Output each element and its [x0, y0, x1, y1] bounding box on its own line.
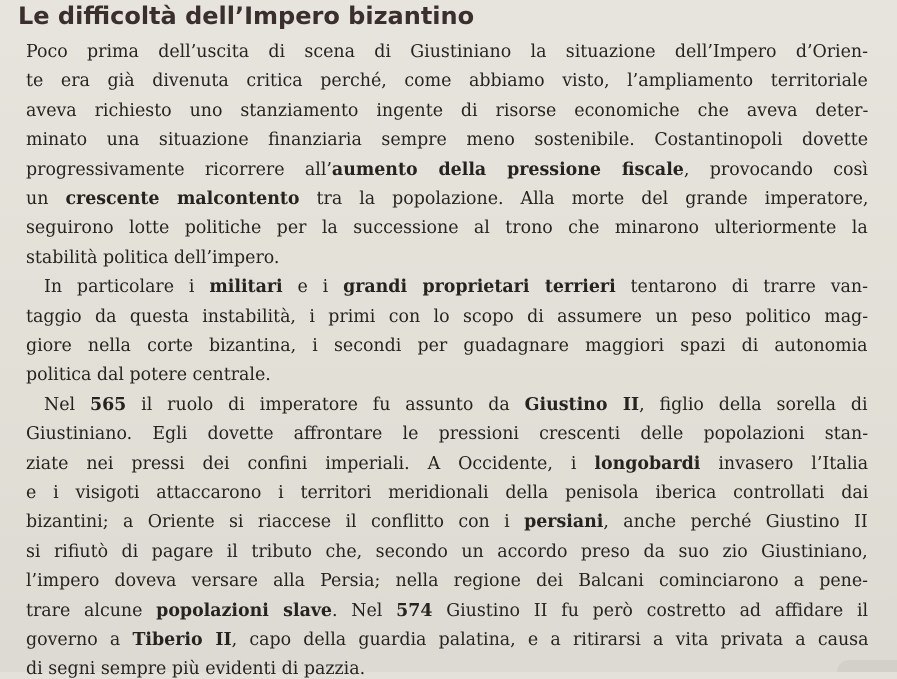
- text-line: [26, 159, 868, 180]
- bold-term: militari: [209, 277, 283, 298]
- text-segment: e i visigoti attaccarono i territori meridionali della penisola iberica controllati dai: [26, 483, 869, 503]
- text-line: [44, 279, 868, 296]
- bold-term: popolazioni slave: [156, 600, 333, 621]
- text-segment: Poco prima dell’uscita di scena di Giustiniano la situazione dell’Impero d’Orien-: [26, 42, 868, 62]
- text-line: [26, 661, 365, 678]
- text-segment: governo a: [26, 630, 133, 650]
- section-title: Le difficoltà dell’Impero bizantino: [18, 2, 475, 30]
- text-segment: l’impero doveva versare alla Persia; nella regione dei Balcani cominciarono a pene-: [26, 571, 869, 592]
- text-segment: tentarono di trarre van-: [615, 277, 868, 298]
- bold-term: 565: [89, 394, 127, 415]
- text-segment: trare alcune: [26, 600, 157, 621]
- text-line: [26, 306, 869, 327]
- text-line: [26, 247, 280, 268]
- text-segment: giore nella corte bizantina, i secondi per guadagnare maggiori spazi di autonomia: [26, 336, 868, 356]
- text-line: [26, 573, 868, 590]
- text-segment: un: [26, 189, 66, 209]
- text-segment: invasero l’Italia: [700, 453, 869, 474]
- text-line: [26, 600, 869, 621]
- text-segment: ziate nei pressi dei confini imperiali. A Occidente, i: [26, 453, 595, 474]
- text-line: [26, 44, 868, 61]
- text-segment: di segni sempre più evidenti di pazzia.: [26, 659, 366, 679]
- text-segment: , figlio della sorella di: [639, 394, 868, 415]
- text-line: [26, 220, 868, 237]
- page-corner-shadow: [837, 660, 897, 672]
- text-line: [44, 394, 868, 415]
- text-line: [26, 338, 868, 355]
- text-segment: stabilità politica dell’impero.: [26, 247, 280, 268]
- text-line: [26, 632, 868, 649]
- text-segment: minato una situazione finanziaria sempre meno sostenibile. Costantinopoli dovette: [26, 130, 869, 151]
- text-segment: politica dal potere centrale.: [26, 365, 271, 386]
- text-segment: seguirono lotte politiche per la successione al trono che minarono ulteriormente la: [26, 218, 868, 239]
- text-segment: taggio da questa instabilità, i primi con lo scopo di assumere un peso politico mag-: [26, 306, 869, 327]
- text-segment: , provocando così: [683, 159, 868, 180]
- bold-term: longobardi: [594, 453, 701, 474]
- bold-term: 574: [396, 600, 433, 621]
- text-segment: Giustino II fu però costretto ad affidare il: [432, 600, 869, 621]
- text-line: [26, 191, 868, 208]
- text-line: [26, 132, 868, 149]
- text-segment: tra la popolazione. Alla morte del grande imperatore,: [299, 189, 869, 209]
- text-segment: bizantini; a Oriente si riaccese il conflitto con i: [26, 512, 525, 533]
- text-segment: si rifiutò di pagare il tributo che, secondo un accordo preso da suo zio Giustiniano,: [26, 541, 868, 562]
- text-segment: , capo della guardia palatina, e a ritirarsi a vita privata a causa: [231, 630, 869, 650]
- text-segment: te era già divenuta critica perché, come abbiamo visto, l’ampliamento territoriale: [26, 71, 868, 92]
- bold-term: grandi proprietari terrieri: [343, 277, 616, 298]
- text-segment: , anche perché Giustino II: [603, 512, 868, 533]
- text-line: [26, 73, 868, 90]
- text-segment: progressivamente ricorrere all’: [26, 159, 332, 180]
- bold-term: Giustino II: [524, 394, 640, 415]
- text-segment: e i: [282, 277, 344, 298]
- text-segment: In particolare i: [44, 277, 210, 298]
- text-line: [26, 426, 868, 443]
- bold-term: aumento della pressione fiscale: [331, 159, 684, 180]
- bold-term: crescente malcontento: [65, 189, 300, 209]
- text-line: [26, 541, 868, 562]
- bold-term: Tiberio II: [132, 630, 232, 650]
- text-segment: Nel: [44, 394, 90, 415]
- text-segment: aveva richiesto uno stanziamento ingente di risorse economiche che aveva deter-: [26, 100, 869, 121]
- text-line: [26, 367, 271, 384]
- text-segment: Giustiniano. Egli dovette affrontare le pressioni crescenti delle popolazioni stan-: [26, 424, 869, 445]
- bold-term: persiani: [524, 512, 604, 533]
- text-segment: . Nel: [332, 600, 397, 621]
- text-line: [26, 514, 868, 531]
- text-line: [26, 485, 868, 502]
- text-segment: il ruolo di imperatore fu assunto da: [126, 394, 525, 415]
- text-line: [26, 100, 869, 121]
- text-line: [26, 453, 869, 474]
